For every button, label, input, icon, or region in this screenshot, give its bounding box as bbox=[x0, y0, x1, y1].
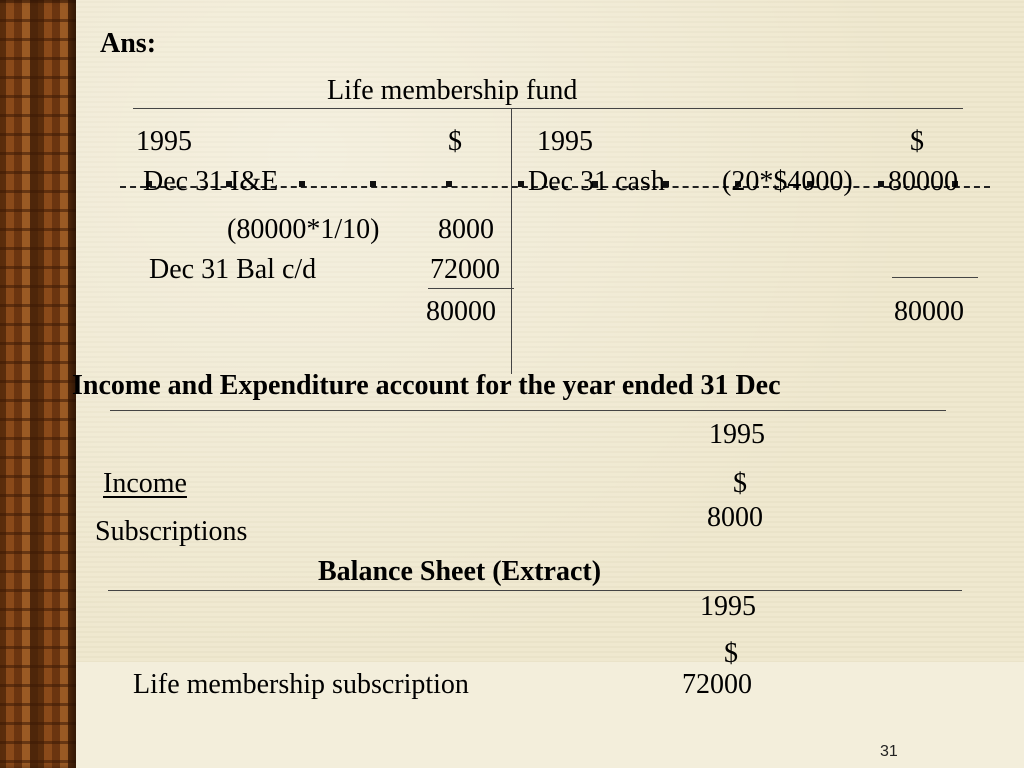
rule-marker bbox=[878, 181, 884, 187]
ie-row-amount: 8000 bbox=[707, 502, 763, 533]
fund-center-rule bbox=[511, 108, 512, 374]
fund-row1-right-amount: 80000 bbox=[888, 166, 958, 197]
bs-year: 1995 bbox=[700, 591, 756, 622]
bs-row-amount: 72000 bbox=[682, 669, 752, 700]
bs-title: Balance Sheet (Extract) bbox=[318, 556, 602, 587]
fund-row2-left-calc: (80000*1/10) bbox=[227, 214, 380, 245]
fund-right-currency: $ bbox=[910, 126, 924, 157]
wood-border bbox=[0, 0, 76, 768]
ie-year: 1995 bbox=[709, 419, 765, 450]
fund-right-total-rule bbox=[892, 277, 978, 278]
rule-marker bbox=[299, 181, 305, 187]
fund-row3-left-label: Dec 31 Bal c/d bbox=[149, 254, 317, 285]
fund-row1-right-label: Dec 31 cash bbox=[528, 166, 665, 197]
fund-row3-left-amount: 72000 bbox=[430, 254, 500, 285]
answer-heading: Ans: bbox=[100, 28, 157, 59]
ie-top-rule bbox=[110, 410, 946, 411]
bs-top-rule bbox=[108, 590, 962, 591]
rule-marker bbox=[446, 181, 452, 187]
fund-left-currency: $ bbox=[448, 126, 462, 157]
fund-row2-left-amount: 8000 bbox=[438, 214, 494, 245]
fund-top-rule bbox=[133, 108, 963, 109]
fund-title: Life membership fund bbox=[327, 75, 578, 106]
page-number: 31 bbox=[880, 743, 898, 760]
fund-row1-right-calc: (20*$4000) bbox=[722, 166, 853, 197]
ie-currency: $ bbox=[733, 468, 747, 499]
fund-left-total: 80000 bbox=[426, 296, 496, 327]
ie-row-label: Subscriptions bbox=[95, 516, 248, 547]
fund-left-total-rule bbox=[428, 288, 514, 289]
fund-right-year: 1995 bbox=[537, 126, 593, 157]
bs-row-label: Life membership subscription bbox=[133, 669, 469, 700]
ie-title: Income and Expenditure account for the year ended 31 Dec bbox=[72, 370, 781, 401]
rule-marker bbox=[518, 181, 524, 187]
fund-row1-left-label: Dec 31 I&E bbox=[143, 166, 279, 197]
ie-income-heading: Income bbox=[103, 468, 187, 499]
rule-marker bbox=[370, 181, 376, 187]
bs-currency: $ bbox=[724, 638, 738, 669]
fund-right-total: 80000 bbox=[894, 296, 964, 327]
fund-left-year: 1995 bbox=[136, 126, 192, 157]
